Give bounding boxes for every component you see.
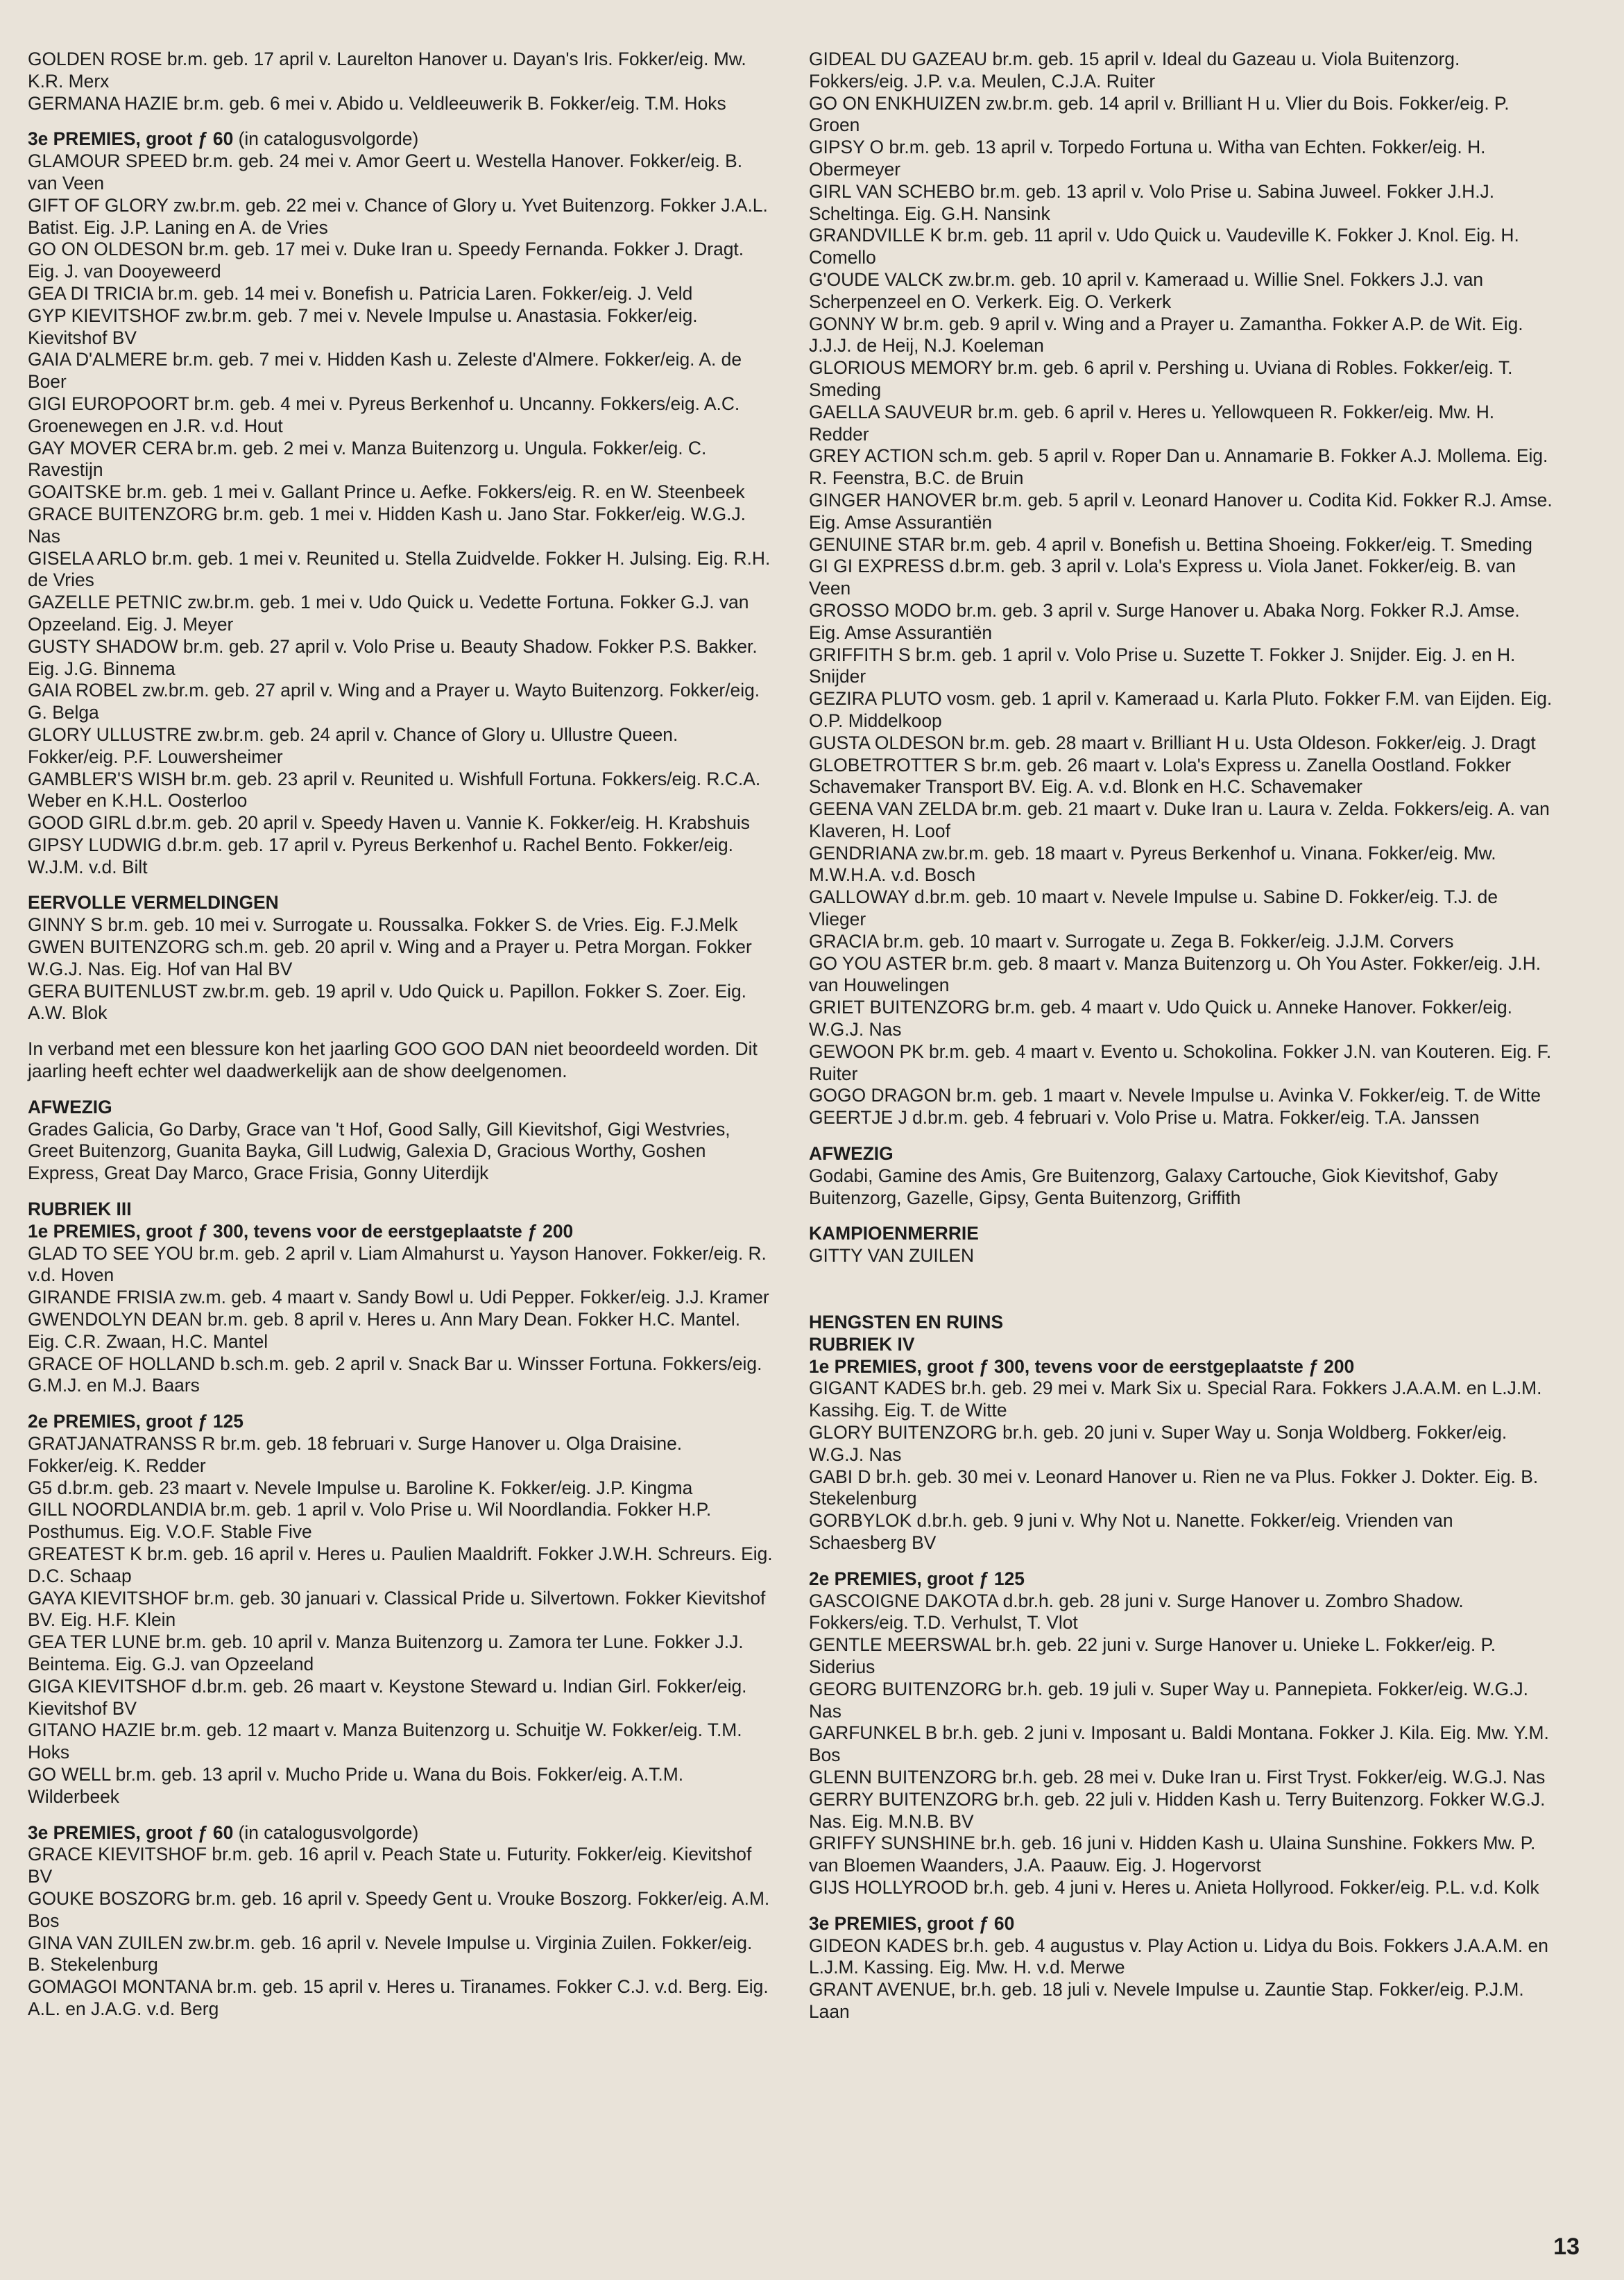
section bbox=[28, 1038, 773, 1083]
horse-entry: GEORG BUITENZORG br.h. geb. 19 juli v. Super Way u. Pannepieta. Fokker/eig. W.G.J. Nas bbox=[809, 1678, 1528, 1722]
horse-entry: GOOD GIRL d.br.m. geb. 20 april v. Speedy Haven u. Vannie K. Fokker/eig. H. Krabshuis bbox=[28, 812, 750, 834]
section-heading bbox=[809, 1143, 1555, 1165]
horse-entry: GROSSO MODO br.m. geb. 3 april v. Surge Hanover u. Abaka Norg. Fokker R.J. Amse. Eig. Amse Assurantiën bbox=[809, 599, 1520, 643]
horse-entry: GRACE KIEVITSHOF br.m. geb. 16 april v. Peach State u. Futurity. Fokker/eig. Kievitshof BV bbox=[28, 1844, 752, 1887]
heading-text: RUBRIEK IV bbox=[809, 1333, 915, 1355]
horse-entry: GIDEON KADES br.h. geb. 4 augustus v. Play Action u. Lidya du Bois. Fokkers J.A.A.M. en L.J.M. Kassing. Eig. Mw. H. v.d. Merwe bbox=[809, 1935, 1548, 1978]
section bbox=[809, 1223, 1555, 1267]
heading-text: EERVOLLE VERMELDINGEN bbox=[28, 892, 279, 914]
horse-entry: GWEN BUITENZORG sch.m. geb. 20 april v. Wing and a Prayer u. Petra Morgan. Fokker W.G.J. Nas. Eig. Hof van Hal BV bbox=[28, 936, 752, 979]
horse-entry: G'OUDE VALCK zw.br.m. geb. 10 april v. Kameraad u. Willie Snel. Fokkers J.J. van Scherpenzeel en O. Verkerk. Eig. O. Verkerk bbox=[809, 268, 1484, 312]
horse-entry: GERRY BUITENZORG br.h. geb. 22 juli v. Hidden Kash u. Terry Buitenzorg. Fokker W.G.J. Nas. Eig. M.N.B. BV bbox=[809, 1788, 1546, 1832]
horse-entry: GIGA KIEVITSHOF d.br.m. geb. 26 maart v. Keystone Steward u. Indian Girl. Fokker/eig. Kievitshof BV bbox=[28, 1675, 747, 1719]
horse-entry: GRIFFITH S br.m. geb. 1 april v. Volo Prise u. Suzette T. Fokker J. Snijder. Eig. J. en H. Snijder bbox=[809, 644, 1516, 687]
section-heading bbox=[809, 1568, 1555, 1591]
paragraph: In verband met een blessure kon het jaarling GOO GOO DAN niet beoordeeld worden. Dit jaarling heeft echter wel daadwerkelijk aan de show deelgenomen. bbox=[28, 1038, 758, 1082]
horse-entry: GEA DI TRICIA br.m. geb. 14 mei v. Bonefish u. Patricia Laren. Fokker/eig. J. Veld bbox=[28, 282, 693, 304]
section bbox=[28, 128, 773, 878]
horse-entry: GUSTY SHADOW br.m. geb. 27 april v. Volo Prise u. Beauty Shadow. Fokker P.S. Bakker. Eig. J.G. Binnema bbox=[28, 635, 758, 679]
horse-entry: GLOBETROTTER S br.m. geb. 26 maart v. Lola's Express u. Zanella Oostland. Fokker Schavemaker Transport BV. Eig. A. v.d. Blonk en H.C. Schavemaker bbox=[809, 754, 1512, 798]
horse-entry: GRANT AVENUE, br.h. geb. 18 juli v. Nevele Impulse u. Zauntie Stap. Fokker/eig. P.J.M. Laan bbox=[809, 1979, 1524, 2022]
section bbox=[809, 1568, 1555, 1899]
horse-entry: GALLOWAY d.br.m. geb. 10 maart v. Nevele Impulse u. Sabine D. Fokker/eig. T.J. de Vlieger bbox=[809, 886, 1498, 930]
horse-entry: GRACIA br.m. geb. 10 maart v. Surrogate u. Zega B. Fokker/eig. J.J.M. Corvers bbox=[809, 930, 1454, 952]
heading-note: (in catalogusvolgorde) bbox=[233, 128, 419, 150]
horse-entry: G5 d.br.m. geb. 23 maart v. Nevele Impulse u. Baroline K. Fokker/eig. J.P. Kingma bbox=[28, 1477, 693, 1498]
horse-entry: GRACE OF HOLLAND b.sch.m. geb. 2 april v. Snack Bar u. Winsser Fortuna. Fokkers/eig. G.M.J. en M.J. Baars bbox=[28, 1353, 762, 1396]
horse-entry: GIRL VAN SCHEBO br.m. geb. 13 april v. Volo Prise u. Sabina Juweel. Fokker J.H.J. Scheltinga. Eig. G.H. Nansink bbox=[809, 180, 1495, 224]
heading-text: RUBRIEK III bbox=[28, 1199, 132, 1220]
section-heading bbox=[28, 1199, 773, 1221]
horse-entry: GOMAGOI MONTANA br.m. geb. 15 april v. Heres u. Tiranames. Fokker C.J. v.d. Berg. Eig. A.L. en J.A.G. v.d. Berg bbox=[28, 1976, 769, 2019]
heading-text: 3e PREMIES, groot ƒ 60 bbox=[28, 128, 234, 150]
horse-entry: GIGI EUROPOORT br.m. geb. 4 mei v. Pyreus Berkenhof u. Uncanny. Fokkers/eig. A.C. Groenewegen en J.R. v.d. Hout bbox=[28, 393, 740, 436]
horse-entry: GRATJANATRANSS R br.m. geb. 18 februari v. Surge Hanover u. Olga Draisine. Fokker/eig. K. Redder bbox=[28, 1433, 683, 1476]
horse-entry: GREATEST K br.m. geb. 16 april v. Heres u. Paulien Maaldrift. Fokker J.W.H. Schreurs. Eig. D.C. Schaap bbox=[28, 1543, 773, 1586]
horse-entry: GREY ACTION sch.m. geb. 5 april v. Roper Dan u. Annamarie B. Fokker A.J. Mollema. Eig. R. Feenstra, B.C. de Bruin bbox=[809, 445, 1548, 489]
horse-entry: GEA TER LUNE br.m. geb. 10 april v. Manza Buitenzorg u. Zamora ter Lune. Fokker J.J. Beintema. Eig. G.J. van Opzeeland bbox=[28, 1631, 744, 1674]
horse-entry: GORBYLOK d.br.h. geb. 9 juni v. Why Not u. Nanette. Fokker/eig. Vrienden van Schaesberg BV bbox=[809, 1510, 1453, 1553]
horse-entry: GOGO DRAGON br.m. geb. 1 maart v. Nevele Impulse u. Avinka V. Fokker/eig. T. de Witte bbox=[809, 1085, 1541, 1106]
heading-text: 3e PREMIES, groot ƒ 60 bbox=[28, 1822, 234, 1843]
horse-entry: GAY MOVER CERA br.m. geb. 2 mei v. Manza Buitenzorg u. Ungula. Fokker/eig. C. Ravestijn bbox=[28, 437, 707, 481]
horse-entry: GIJS HOLLYROOD br.h. geb. 4 juni v. Heres u. Anieta Hollyrood. Fokker/eig. P.L. v.d. Kolk bbox=[809, 1876, 1539, 1898]
horse-entry: GWENDOLYN DEAN br.m. geb. 8 april v. Heres u. Ann Mary Dean. Fokker H.C. Mantel. Eig. C.R. Zwaan, H.C. Mantel bbox=[28, 1309, 741, 1352]
horse-entry: GO ON OLDESON br.m. geb. 17 mei v. Duke Iran u. Speedy Fernanda. Fokker J. Dragt. Eig. J. van Dooyeweerd bbox=[28, 239, 744, 282]
horse-entry: GIFT OF GLORY zw.br.m. geb. 22 mei v. Chance of Glory u. Yvet Buitenzorg. Fokker J.A.L. Batist. Eig. J.P. Laning en A. de Vries bbox=[28, 194, 768, 238]
horse-entry: GIDEAL DU GAZEAU br.m. geb. 15 april v. Ideal du Gazeau u. Viola Buitenzorg. Fokkers/eig. J.P. v.a. Meulen, C.J.A. Ruiter bbox=[809, 49, 1460, 92]
section bbox=[28, 1097, 773, 1185]
horse-entry: GILL NOORDLANDIA br.m. geb. 1 april v. Volo Prise u. Wil Noordlandia. Fokker H.P. Posthumus. Eig. V.O.F. Stable Five bbox=[28, 1499, 712, 1543]
section bbox=[809, 49, 1555, 1129]
horse-entry: GINA VAN ZUILEN zw.br.m. geb. 16 april v. Nevele Impulse u. Virginia Zuilen. Fokker/eig. B. Stekelenburg bbox=[28, 1932, 753, 1975]
horse-entry: GINGER HANOVER br.m. geb. 5 april v. Leonard Hanover u. Codita Kid. Fokker R.J. Amse. Eig. Amse Assurantiën bbox=[809, 489, 1553, 533]
horse-entry: GEENA VAN ZELDA br.m. geb. 21 maart v. Duke Iran u. Laura v. Zelda. Fokkers/eig. A. van Klaveren, H. Loof bbox=[809, 798, 1550, 841]
section-heading bbox=[28, 1097, 773, 1119]
horse-entry: GISELA ARLO br.m. geb. 1 mei v. Reunited u. Stella Zuidvelde. Fokker H. Julsing. Eig. R.H. de Vries bbox=[28, 547, 771, 591]
left-column bbox=[28, 49, 773, 2021]
horse-entry: GO YOU ASTER br.m. geb. 8 maart v. Manza Buitenzorg u. Oh You Aster. Fokker/eig. J.H. van Houwelingen bbox=[809, 952, 1541, 996]
horse-entry: GEERTJE J d.br.m. geb. 4 februari v. Volo Prise u. Matra. Fokker/eig. T.A. Janssen bbox=[809, 1107, 1480, 1129]
heading-text: KAMPIOENMERRIE bbox=[809, 1223, 979, 1244]
horse-entry: GARFUNKEL B br.h. geb. 2 juni v. Imposant u. Baldi Montana. Fokker J. Kila. Eig. Mw. Y.M. Bos bbox=[809, 1722, 1549, 1766]
horse-entry: GINNY S br.m. geb. 10 mei v. Surrogate u. Roussalka. Fokker S. de Vries. Eig. F.J.Melk bbox=[28, 914, 738, 936]
heading-text: AFWEZIG bbox=[809, 1143, 894, 1165]
horse-entry: GLORIOUS MEMORY br.m. geb. 6 april v. Pershing u. Uviana di Robles. Fokker/eig. T. Smeding bbox=[809, 357, 1513, 400]
horse-entry: GOLDEN ROSE br.m. geb. 17 april v. Laurelton Hanover u. Dayan's Iris. Fokker/eig. Mw. K.R. Merx bbox=[28, 49, 746, 92]
horse-entry: GASCOIGNE DAKOTA d.br.h. geb. 28 juni v. Surge Hanover u. Zombro Shadow. Fokkers/eig. T.D. Verhulst, T. Vlot bbox=[809, 1590, 1464, 1634]
horse-entry: GENUINE STAR br.m. geb. 4 april v. Bonefish u. Bettina Shoeing. Fokker/eig. T. Smeding bbox=[809, 533, 1532, 555]
section bbox=[28, 1411, 773, 1808]
horse-entry: GRIFFY SUNSHINE br.h. geb. 16 juni v. Hidden Kash u. Ulaina Sunshine. Fokkers Mw. P. van Bloemen Waanders, J.A. Paauw. Eig. J. Hogervorst bbox=[809, 1833, 1536, 1876]
paragraph: Godabi, Gamine des Amis, Gre Buitenzorg, Galaxy Cartouche, Giok Kievitshof, Gaby Buitenzorg, Gazelle, Gipsy, Genta Buitenzorg, Griffith bbox=[809, 1165, 1498, 1208]
horse-entry: GENTLE MEERSWAL br.h. geb. 22 juni v. Surge Hanover u. Unieke L. Fokker/eig. P. Siderius bbox=[809, 1634, 1496, 1677]
horse-entry: GAYA KIEVITSHOF br.m. geb. 30 januari v. Classical Pride u. Silvertown. Fokker Kievitshof BV. Eig. H.F. Klein bbox=[28, 1587, 766, 1631]
horse-entry: GERA BUITENLUST zw.br.m. geb. 19 april v. Udo Quick u. Papillon. Fokker S. Zoer. Eig. A.W. Blok bbox=[28, 980, 746, 1024]
section-heading bbox=[28, 1822, 773, 1844]
horse-entry: GI GI EXPRESS d.br.m. geb. 3 april v. Lola's Express u. Viola Janet. Fokker/eig. B. van Veen bbox=[809, 556, 1516, 599]
section-heading bbox=[809, 1913, 1555, 1935]
horse-entry: GOUKE BOSZORG br.m. geb. 16 april v. Speedy Gent u. Vrouke Boszorg. Fokker/eig. A.M. Bos bbox=[28, 1887, 770, 1931]
section-heading bbox=[809, 1312, 1555, 1334]
horse-entry: GRACE BUITENZORG br.m. geb. 1 mei v. Hidden Kash u. Jano Star. Fokker/eig. W.G.J. Nas bbox=[28, 503, 746, 547]
section bbox=[28, 892, 773, 1025]
horse-entry: GAMBLER'S WISH br.m. geb. 23 april v. Reunited u. Wishfull Fortuna. Fokkers/eig. R.C.A. Weber en K.H.L. Oosterloo bbox=[28, 768, 761, 812]
horse-entry: GENDRIANA zw.br.m. geb. 18 maart v. Pyreus Berkenhof u. Vinana. Fokker/eig. Mw. M.W.H.A. v.d. Bosch bbox=[809, 842, 1496, 886]
horse-entry: GIPSY LUDWIG d.br.m. geb. 17 april v. Pyreus Berkenhof u. Rachel Bento. Fokker/eig. W.J.M. v.d. Bilt bbox=[28, 834, 733, 877]
horse-entry: GRANDVILLE K br.m. geb. 11 april v. Udo Quick u. Vaudeville K. Fokker J. Knol. Eig. H. Comello bbox=[809, 225, 1519, 268]
section-heading bbox=[809, 1223, 1555, 1245]
horse-entry: GEZIRA PLUTO vosm. geb. 1 april v. Kameraad u. Karla Pluto. Fokker F.M. van Eijden. Eig. O.P. Middelkoop bbox=[809, 688, 1553, 731]
section-heading bbox=[809, 1334, 1555, 1356]
section-heading bbox=[809, 1356, 1555, 1378]
horse-entry: GIRANDE FRISIA zw.m. geb. 4 maart v. Sandy Bowl u. Udi Pepper. Fokker/eig. J.J. Kramer bbox=[28, 1287, 769, 1308]
horse-entry: GAELLA SAUVEUR br.m. geb. 6 april v. Heres u. Yellowqueen R. Fokker/eig. Mw. H. Redder bbox=[809, 401, 1495, 445]
horse-entry: GLAD TO SEE YOU br.m. geb. 2 april v. Liam Almahurst u. Yayson Hanover. Fokker/eig. R. v.d. Hoven bbox=[28, 1242, 767, 1286]
heading-note: (in catalogusvolgorde) bbox=[233, 1822, 419, 1843]
horse-entry: GIPSY O br.m. geb. 13 april v. Torpedo Fortuna u. Witha van Echten. Fokker/eig. H. Obermeyer bbox=[809, 137, 1486, 180]
right-column bbox=[809, 49, 1555, 2023]
horse-entry: GLORY BUITENZORG br.h. geb. 20 juni v. Super Way u. Sonja Woldberg. Fokker/eig. W.G.J. Nas bbox=[809, 1422, 1507, 1465]
section-heading bbox=[28, 892, 773, 914]
horse-entry: GABI D br.h. geb. 30 mei v. Leonard Hanover u. Rien ne va Plus. Fokker J. Dokter. Eig. B. Stekelenburg bbox=[809, 1466, 1539, 1509]
horse-entry: GO ON ENKHUIZEN zw.br.m. geb. 14 april v. Brilliant H u. Vlier du Bois. Fokker/eig. P. Groen bbox=[809, 92, 1510, 136]
horse-entry: GAZELLE PETNIC zw.br.m. geb. 1 mei v. Udo Quick u. Vedette Fortuna. Fokker G.J. van Opzeeland. Eig. J. Meyer bbox=[28, 592, 749, 635]
section bbox=[28, 49, 773, 114]
heading-text: HENGSTEN EN RUINS bbox=[809, 1312, 1004, 1333]
heading-text: 3e PREMIES, groot ƒ 60 bbox=[809, 1912, 1015, 1934]
horse-entry: GUSTA OLDESON br.m. geb. 28 maart v. Brilliant H u. Usta Oldeson. Fokker/eig. J. Dragt bbox=[809, 732, 1536, 753]
horse-entry: GERMANA HAZIE br.m. geb. 6 mei v. Abido u. Veldleeuwerik B. Fokker/eig. T.M. Hoks bbox=[28, 92, 726, 114]
horse-entry: GLAMOUR SPEED br.m. geb. 24 mei v. Amor Geert u. Westella Hanover. Fokker/eig. B. van Veen bbox=[28, 151, 743, 194]
heading-text: 2e PREMIES, groot ƒ 125 bbox=[28, 1411, 243, 1432]
section-heading bbox=[28, 128, 773, 151]
section bbox=[28, 1822, 773, 2021]
paragraph: Grades Galicia, Go Darby, Grace van 't Hof, Good Sally, Gill Kievitshof, Gigi Westvries, Greet Buitenzorg, Guanita Bayka, Gill Ludwig, Galexia D, Gracious Worthy, Goshen Express, Great Day Marco, Grace Frisia, Gonny Uiterdijk bbox=[28, 1118, 730, 1184]
horse-entry: GEWOON PK br.m. geb. 4 maart v. Evento u. Schokolina. Fokker J.N. van Kouteren. Eig. F. Ruiter bbox=[809, 1040, 1552, 1084]
horse-entry: GRIET BUITENZORG br.m. geb. 4 maart v. Udo Quick u. Anneke Hanover. Fokker/eig. W.G.J. Nas bbox=[809, 997, 1512, 1040]
horse-entry: GITTY VAN ZUILEN bbox=[809, 1245, 975, 1267]
heading-text: 1e PREMIES, groot ƒ 300, tevens voor de eerstgeplaatste ƒ 200 bbox=[809, 1355, 1355, 1377]
heading-text: AFWEZIG bbox=[28, 1096, 112, 1117]
horse-entry: GIGANT KADES br.h. geb. 29 mei v. Mark Six u. Special Rara. Fokkers J.A.A.M. en L.J.M. Kassihg. Eig. T. de Witte bbox=[809, 1378, 1542, 1421]
section bbox=[809, 1312, 1555, 1554]
heading-text: 1e PREMIES, groot ƒ 300, tevens voor de eerstgeplaatste ƒ 200 bbox=[28, 1220, 574, 1242]
horse-entry: GAIA D'ALMERE br.m. geb. 7 mei v. Hidden Kash u. Zeleste d'Almere. Fokker/eig. A. de Boer bbox=[28, 349, 742, 393]
section-heading bbox=[28, 1411, 773, 1433]
horse-entry: GYP KIEVITSHOF zw.br.m. geb. 7 mei v. Nevele Impulse u. Anastasia. Fokker/eig. Kievitshof BV bbox=[28, 305, 698, 348]
horse-entry: GOAITSKE br.m. geb. 1 mei v. Gallant Prince u. Aefke. Fokkers/eig. R. en W. Steenbeek bbox=[28, 481, 745, 503]
heading-text: 2e PREMIES, groot ƒ 125 bbox=[809, 1568, 1025, 1589]
horse-entry: GONNY W br.m. geb. 9 april v. Wing and a Prayer u. Zamantha. Fokker A.P. de Wit. Eig. J.J.J. de Heij, N.J. Koeleman bbox=[809, 313, 1523, 357]
horse-entry: GAIA ROBEL zw.br.m. geb. 27 april v. Wing and a Prayer u. Wayto Buitenzorg. Fokker/eig. G. Belga bbox=[28, 680, 760, 723]
section-heading bbox=[28, 1221, 773, 1243]
horse-entry: GLORY ULLUSTRE zw.br.m. geb. 24 april v. Chance of Glory u. Ullustre Queen. Fokker/eig. P.F. Louwersheimer bbox=[28, 723, 678, 767]
section bbox=[28, 1199, 773, 1397]
page-number: 13 bbox=[1553, 2234, 1580, 2260]
horse-entry: GLENN BUITENZORG br.h. geb. 28 mei v. Duke Iran u. First Tryst. Fokker/eig. W.G.J. Nas bbox=[809, 1766, 1546, 1788]
horse-entry: GO WELL br.m. geb. 13 april v. Mucho Pride u. Wana du Bois. Fokker/eig. A.T.M. Wilderbeek bbox=[28, 1763, 684, 1807]
section bbox=[809, 1913, 1555, 2023]
horse-entry: GITANO HAZIE br.m. geb. 12 maart v. Manza Buitenzorg u. Schuitje W. Fokker/eig. T.M. Hoks bbox=[28, 1720, 742, 1763]
section bbox=[809, 1143, 1555, 1209]
